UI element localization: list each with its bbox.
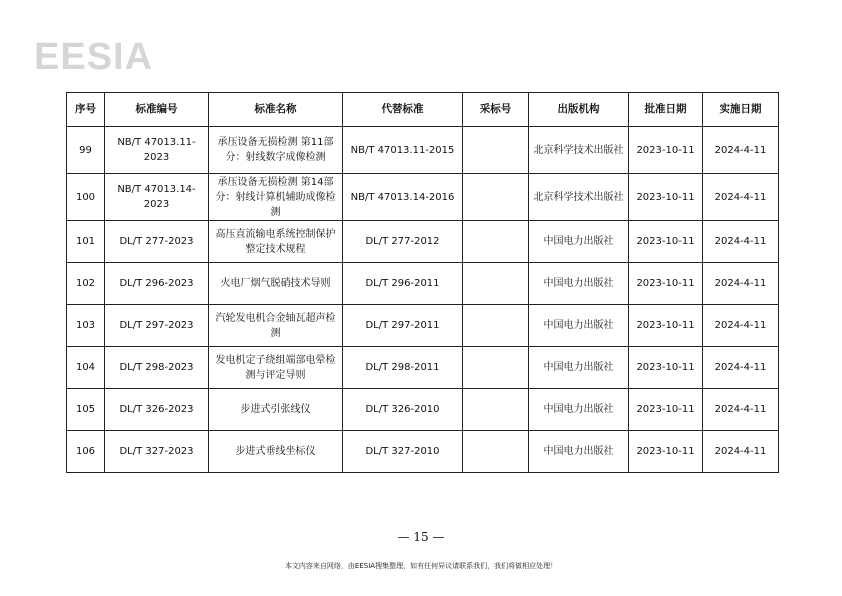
- cell-replaces: NB/T 47013.11-2015: [343, 127, 463, 174]
- cell-publisher: 中国电力出版社: [529, 347, 629, 389]
- cell-name: 步进式垂线坐标仪: [209, 431, 343, 473]
- table-row: [67, 431, 779, 473]
- cell-serial: 101: [67, 221, 105, 263]
- cell-replaces: DL/T 327-2010: [343, 431, 463, 473]
- cell-serial: 104: [67, 347, 105, 389]
- cell-approved: 2023-10-11: [629, 305, 703, 347]
- cell-replaces: NB/T 47013.14-2016: [343, 174, 463, 221]
- cell-serial: 100: [67, 174, 105, 221]
- cell-code: DL/T 327-2023: [105, 431, 209, 473]
- table-row: [67, 263, 779, 305]
- cell-code: DL/T 296-2023: [105, 263, 209, 305]
- cell-replaces: DL/T 298-2011: [343, 347, 463, 389]
- col-header-adopted: 采标号: [463, 93, 529, 127]
- cell-effective: 2024-4-11: [703, 431, 779, 473]
- cell-code: NB/T 47013.11-2023: [105, 127, 209, 174]
- cell-effective: 2024-4-11: [703, 174, 779, 221]
- col-header-serial: 序号: [67, 93, 105, 127]
- cell-name: 发电机定子绕组端部电晕检测与评定导则: [209, 347, 343, 389]
- cell-approved: 2023-10-11: [629, 431, 703, 473]
- table-row: [67, 305, 779, 347]
- table-row: [67, 221, 779, 263]
- cell-serial: 103: [67, 305, 105, 347]
- cell-replaces: DL/T 296-2011: [343, 263, 463, 305]
- cell-effective: 2024-4-11: [703, 221, 779, 263]
- cell-effective: 2024-4-11: [703, 347, 779, 389]
- cell-replaces: DL/T 277-2012: [343, 221, 463, 263]
- cell-publisher: 中国电力出版社: [529, 431, 629, 473]
- cell-name: 火电厂烟气脱硝技术导则: [209, 263, 343, 305]
- col-header-effective: 实施日期: [703, 93, 779, 127]
- cell-serial: 105: [67, 389, 105, 431]
- table-row: [67, 389, 779, 431]
- table-row: [67, 347, 779, 389]
- cell-serial: 106: [67, 431, 105, 473]
- cell-publisher: 中国电力出版社: [529, 305, 629, 347]
- cell-replaces: DL/T 326-2010: [343, 389, 463, 431]
- cell-code: NB/T 47013.14-2023: [105, 174, 209, 221]
- cell-serial: 99: [67, 127, 105, 174]
- cell-name: 汽轮发电机合金轴瓦超声检测: [209, 305, 343, 347]
- cell-adopted: [463, 127, 529, 174]
- cell-serial: 102: [67, 263, 105, 305]
- cell-approved: 2023-10-11: [629, 221, 703, 263]
- cell-name: 承压设备无损检测 第14部分：射线计算机辅助成像检测: [209, 174, 343, 221]
- cell-effective: 2024-4-11: [703, 389, 779, 431]
- cell-adopted: [463, 431, 529, 473]
- cell-adopted: [463, 389, 529, 431]
- cell-publisher: 北京科学技术出版社: [529, 127, 629, 174]
- cell-name: 高压直流输电系统控制保护整定技术规程: [209, 221, 343, 263]
- cell-code: DL/T 326-2023: [105, 389, 209, 431]
- eesia-logo: EESIA: [34, 36, 154, 78]
- cell-approved: 2023-10-11: [629, 263, 703, 305]
- col-header-publisher: 出版机构: [529, 93, 629, 127]
- footer-disclaimer: 本文内容来自网络，由EESIA搜集整理，如有任何异议请联系我们，我们将做相应处理！: [284, 562, 558, 570]
- cell-approved: 2023-10-11: [629, 174, 703, 221]
- col-header-approved: 批准日期: [629, 93, 703, 127]
- cell-approved: 2023-10-11: [629, 347, 703, 389]
- cell-replaces: DL/T 297-2011: [343, 305, 463, 347]
- table-row: [67, 127, 779, 174]
- cell-code: DL/T 298-2023: [105, 347, 209, 389]
- cell-effective: 2024-4-11: [703, 263, 779, 305]
- page-number: — 15 —: [397, 530, 445, 544]
- cell-publisher: 中国电力出版社: [529, 221, 629, 263]
- cell-effective: 2024-4-11: [703, 305, 779, 347]
- cell-name: 步进式引张线仪: [209, 389, 343, 431]
- cell-publisher: 中国电力出版社: [529, 263, 629, 305]
- table-header-row: [67, 93, 779, 127]
- cell-publisher: 北京科学技术出版社: [529, 174, 629, 221]
- cell-adopted: [463, 221, 529, 263]
- col-header-code: 标准编号: [105, 93, 209, 127]
- cell-approved: 2023-10-11: [629, 389, 703, 431]
- cell-adopted: [463, 347, 529, 389]
- cell-code: DL/T 297-2023: [105, 305, 209, 347]
- table-row: [67, 174, 779, 221]
- standards-table: [66, 92, 779, 473]
- col-header-name: 标准名称: [209, 93, 343, 127]
- cell-name: 承压设备无损检测 第11部分：射线数字成像检测: [209, 127, 343, 174]
- cell-approved: 2023-10-11: [629, 127, 703, 174]
- cell-publisher: 中国电力出版社: [529, 389, 629, 431]
- cell-effective: 2024-4-11: [703, 127, 779, 174]
- cell-adopted: [463, 263, 529, 305]
- cell-adopted: [463, 174, 529, 221]
- cell-code: DL/T 277-2023: [105, 221, 209, 263]
- cell-adopted: [463, 305, 529, 347]
- col-header-replaces: 代替标准: [343, 93, 463, 127]
